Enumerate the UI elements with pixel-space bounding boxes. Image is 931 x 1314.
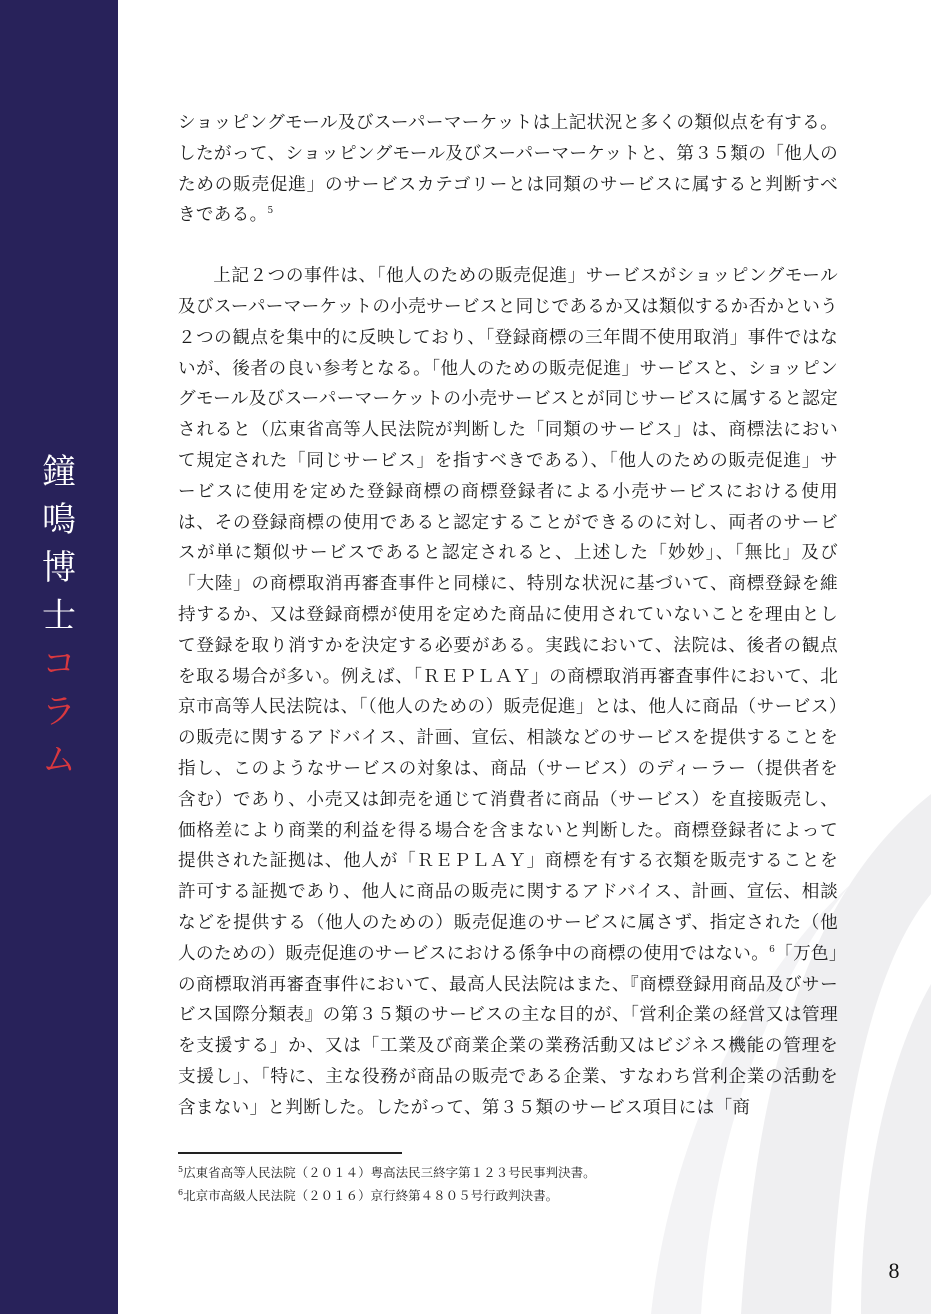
footnote <box>178 1160 878 1183</box>
footnote-text: 広東省高等人民法院（２０１４）粤高法民三終字第１２３号民事判決書。 <box>183 1165 596 1181</box>
column-title-char: 鐘 <box>42 452 76 492</box>
column-subtitle-char: ム <box>42 740 76 780</box>
paragraph <box>178 261 838 1123</box>
column-subtitle-char: ラ <box>42 692 76 732</box>
footnote-text: 北京市高級人民法院（２０１６）京行終第４８０５号行政判決書。 <box>183 1188 559 1204</box>
footnote-number: 5 <box>178 1165 184 1174</box>
article-body <box>178 108 838 1124</box>
paragraph-text: 上記２つの事件は、「他人のための販売促進」サービスがショッピングモール及びスーパーマーケットの小売サービスと同じであるか又は類似するか否かという２つの観点を集中的に反映しており、「登録商標の三年間不使用取消」事件ではないが、後者の良い参考となる。「他人のための販売促進」サービスと、ショッピングモール及びスーパーマーケットの小売サービスとが同じサービスに属すると認定されると（広東省高等人民法院が判断した「同類のサービス」は、商標法において規定された「同じサービス」を指すべきである）、「他人のための販売促進」サービスに使用を定めた登録商標の商標登録者による小売サービスにおける使用は、その登録商標の使用であると認定することができるのに対し、両者のサービスが単に類似サービスであると認定されると、上述した「妙妙」、「無比」及び「大陸」の商標取消再審査事件と同様に、特別な状況に基づいて、商標登録を維持するか、又は登録商標が使用を定めた商品に使用されていないことを理由として登録を取り消すかを決定する必要がある。実践において、法院は、後者の観点を取る場合が多い。例えば、「ＲＥＰＬＡＹ」の商標取消再審査事件において、北京市高等人民法院は、「（他人のための）販売促進」とは、他人に商品（サービス）の販売に関するアドバイス、計画、宣伝、相談などのサービスを提供することを指し、このようなサービスの対象は、商品（サービス）のディーラー（提供者を含む）であり、小売又は卸売を通じて消費者に商品（サービス）を直接販売し、価格差により商業的利益を得る場合を含まないと判断した。商標登録者によって提供された証拠は、他人が「ＲＥＰＬＡＹ」商標を有する衣類を販売することを許可する証拠であり、他人に商品の販売に関するアドバイス、計画、宣伝、相談などを提供する（他人のための）販売促進のサービスに属さず、指定された（他人のための）販売促進のサービスにおける係争中の商標の使用ではない。 <box>178 266 838 964</box>
paragraph <box>178 108 838 231</box>
column-title-char: 鳴 <box>42 500 76 540</box>
footnote-number: 6 <box>178 1188 184 1198</box>
footnote-ref: 6 <box>769 944 776 955</box>
column-title-char: 博 <box>42 548 76 588</box>
footnote-ref: 5 <box>267 206 274 217</box>
paragraph-text: 「万色」の商標取消再審査事件において、最高人民法院はまた、『商標登録用商品及びサービス国際分類表』の第３５類のサービスの主な目的が、「営利企業の経営又は管理を支援する」か、又は「工業及び商業企業の業務活動又はビジネス機能の管理を支援し」、「特に、主な役務が商品の販売である企業、すなわち営利企業の活動を含まない」と判断した。したがって、第３５類のサービス項目には「商 <box>178 943 839 1118</box>
page-number: 8 <box>888 1258 900 1283</box>
paragraph-text: ショッピングモール及びスーパーマーケットは上記状況と多くの類似点を有する。したがって、ショッピングモール及びスーパーマーケットと、第３５類の「他人のための販売促進」のサービスカテゴリーとは同類のサービスに属すると判断すべきである。 <box>178 113 838 226</box>
sidebar-band <box>0 0 118 1314</box>
footnote-divider <box>178 1152 402 1154</box>
footnotes <box>178 1160 878 1206</box>
column-title <box>0 448 118 784</box>
column-subtitle-char: コ <box>42 644 76 684</box>
column-title-char: 士 <box>42 596 76 636</box>
footnote <box>178 1183 878 1206</box>
